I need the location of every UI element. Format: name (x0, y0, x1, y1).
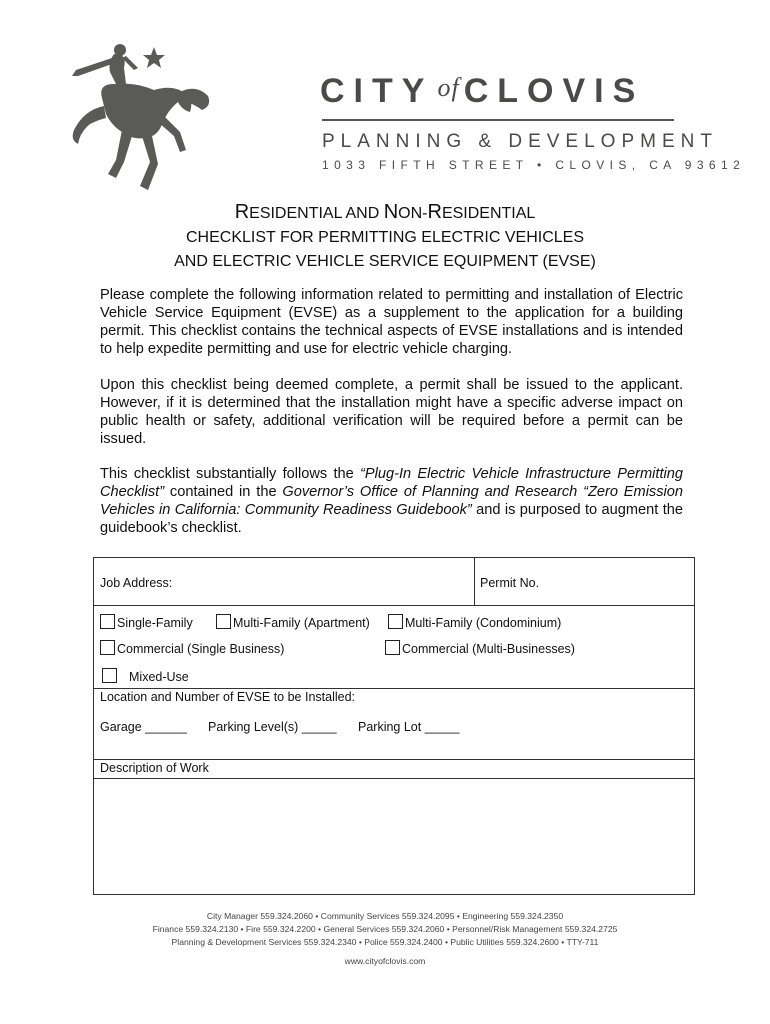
intro-paragraph: Please complete the following information related to permitting and installation of Electric Vehicle Service Equipment (EVSE) as a supplement to the application for a building permit. This checklist contains the technical aspects of EVSE installations and is intended to help expedite permitting and use for electric vehicle charging. (100, 287, 683, 357)
commercial-single-option[interactable]: Commercial (Single Business) (100, 640, 284, 656)
evse-location-label: Location and Number of EVSE to be Installed: (100, 690, 356, 704)
commercial-multi-checkbox[interactable] (385, 640, 400, 655)
header-divider (322, 119, 674, 121)
footer-contacts-line-1: City Manager 559.324.2060 • Community Services 559.324.2095 • Engineering 559.324.2350 (206, 911, 564, 921)
parking-lot-field[interactable]: Parking Lot _____ (358, 720, 460, 734)
multi-family-apartment-checkbox[interactable] (216, 614, 231, 629)
city-wordmark-right: CLOVIS (463, 72, 645, 110)
permit-paragraph: Upon this checklist being deemed complete, a permit shall be issued to the applicant. However, if it is determined that the installation might have a specific adverse impact on public health or safety, additional verification will be required before a permit can be issued. (100, 377, 683, 447)
city-wordmark-of: of (437, 73, 460, 102)
form-divider (94, 759, 694, 760)
form-divider (94, 605, 694, 606)
city-wordmark-left: CITY (320, 72, 434, 110)
job-address-label: Job Address: (100, 576, 173, 590)
footer-contacts-line-2: Finance 559.324.2130 • Fire 559.324.2200 • General Services 559.324.2060 • Personnel/Risk Management 559.324.2725 (152, 924, 618, 934)
page-title (100, 200, 670, 274)
description-field[interactable] (94, 779, 694, 894)
city-logo-icon (62, 40, 222, 200)
title-line-2: CHECKLIST FOR PERMITTING ELECTRIC VEHICLES (186, 229, 584, 246)
multi-family-condo-option[interactable]: Multi-Family (Condominium) (388, 614, 561, 630)
checklist-form (93, 557, 695, 895)
commercial-single-checkbox[interactable] (100, 640, 115, 655)
footer-contacts-line-3: Planning & Development Services 559.324.2340 • Police 559.324.2400 • Public Utilities 559.324.2600 • TTY-711 (171, 937, 599, 947)
garage-field[interactable]: Garage ______ (100, 720, 187, 734)
permit-no-label: Permit No. (480, 576, 540, 590)
department-name: PLANNING & DEVELOPMENT (322, 131, 718, 152)
multi-family-condo-checkbox[interactable] (388, 614, 403, 629)
form-divider (94, 688, 694, 689)
single-family-checkbox[interactable] (100, 614, 115, 629)
title-line-1: RESIDENTIAL AND NON-RESIDENTIAL (234, 201, 536, 223)
city-wordmark (320, 72, 680, 111)
commercial-multi-option[interactable]: Commercial (Multi-Businesses) (385, 640, 575, 656)
parking-level-field[interactable]: Parking Level(s) _____ (208, 720, 337, 734)
single-family-option[interactable]: Single-Family (100, 614, 193, 630)
footer-website-link[interactable]: www.cityofclovis.com (344, 956, 426, 966)
mixed-use-option[interactable]: Mixed-Use (102, 668, 189, 684)
department-address: 1033 FIFTH STREET • CLOVIS, CA 93612 (322, 158, 746, 172)
mixed-use-checkbox[interactable] (102, 668, 117, 683)
reference-paragraph: This checklist substantially follows the “Plug-In Electric Vehicle Infrastructure Permitting Checklist” contained in the Governor’s Office of Planning and Research “Zero Emission Vehicles in California: Community Readiness Guidebook” and is purposed to augment the guidebook’s checklist. (100, 466, 684, 536)
description-label: Description of Work (100, 761, 209, 775)
multi-family-apartment-option[interactable]: Multi-Family (Apartment) (216, 614, 370, 630)
form-divider (474, 558, 475, 605)
title-line-3: AND ELECTRIC VEHICLE SERVICE EQUIPMENT (EVSE) (174, 253, 596, 270)
